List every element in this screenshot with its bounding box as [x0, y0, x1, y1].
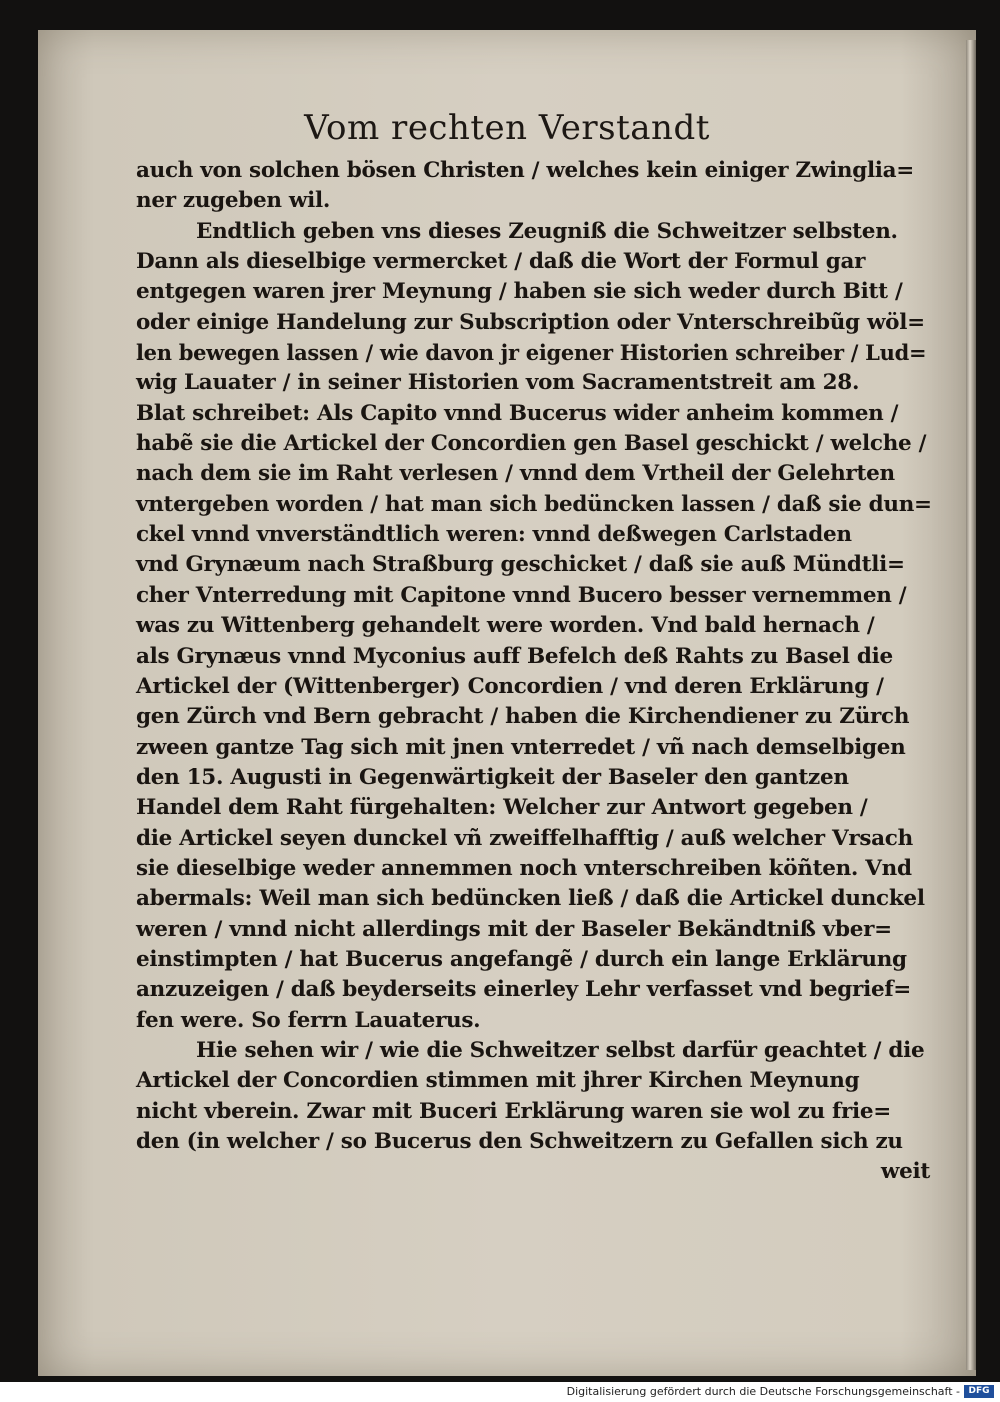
text-line: abermals: Weil man sich bedüncken ließ / daß die Artickel dunckel: [136, 886, 925, 912]
text-line: den (in welcher / so Bucerus den Schweitzern zu Gefallen sich zu: [136, 1129, 903, 1154]
text-line: habẽ sie die Artickel der Concordien gen Basel geschickt / welche /: [136, 431, 927, 457]
text-line: Artickel der (Wittenberger) Concordien / vnd deren Erklärung /: [136, 673, 884, 699]
text-line: nicht vberein. Zwar mit Buceri Erklärung waren sie wol zu frie=: [136, 1098, 891, 1124]
text-line: entgegen waren jrer Meynung / haben sie sich weder durch Bitt /: [136, 279, 903, 305]
text-line: zween gantze Tag sich mit jnen vnterredet / vñ nach demselbigen: [136, 734, 906, 760]
text-line: oder einige Handelung zur Subscription oder Vnterschreibũg wöl=: [136, 309, 925, 335]
text-line: fen were. So ferrn Lauaterus.: [136, 1007, 481, 1033]
text-line: ckel vnnd vnverständtlich weren: vnnd deßwegen Carlstaden: [136, 522, 852, 548]
footer-credit: Digitalisierung gefördert durch die Deutsche Forschungsgemeinschaft -: [566, 1385, 960, 1398]
footer-bar: [0, 1382, 1000, 1402]
text-line: einstimpten / hat Bucerus angefangẽ / durch ein lange Erklärung: [136, 946, 907, 972]
running-head: Vom rechten Verstandt: [304, 108, 710, 148]
text-line: cher Vnterredung mit Capitone vnnd Bucero besser vernemmen /: [136, 582, 907, 608]
text-line: anzuzeigen / daß beyderseits einerley Lehr verfasset vnd begrief=: [136, 977, 911, 1003]
text-line: wig Lauater / in seiner Historien vom Sacramentstreit am 28.: [136, 370, 860, 396]
text-line: die Artickel seyen dunckel vñ zweiffelhafftig / auß welcher Vrsach: [136, 825, 913, 851]
text-line: nach dem sie im Raht verlesen / vnnd dem Vrtheil der Gelehrten: [136, 461, 895, 487]
text-line: Blat schreibet: Als Capito vnnd Bucerus wider anheim kommen /: [136, 400, 899, 426]
text-line: weren / vnnd nicht allerdings mit der Baseler Bekändtniß vber=: [136, 916, 892, 942]
text-line: auch von solchen bösen Christen / welches kein einiger Zwinglia=: [136, 158, 915, 183]
text-line: len bewegen lassen / wie davon jr eigener Historien schreiber / Lud=: [136, 340, 927, 366]
text-line: sie dieselbige weder annemmen noch vnterschreiben köñten. Vnd: [136, 855, 912, 881]
text-line: als Grynæus vnnd Myconius auff Befelch deß Rahts zu Basel die: [136, 643, 893, 669]
text-line: Dann als dieselbige vermercket / daß die Wort der Formul gar: [136, 249, 866, 275]
text-line: den 15. Augusti in Gegenwärtigkeit der Baseler den gantzen: [136, 764, 849, 790]
text-line: was zu Wittenberg gehandelt were worden. Vnd bald hernach /: [136, 613, 875, 639]
dfg-logo-icon: DFG: [964, 1385, 994, 1398]
text-line: gen Zürch vnd Bern gebracht / haben die Kirchendiener zu Zürch: [136, 704, 910, 730]
text-line: weit: [880, 1159, 930, 1185]
page-edge: [966, 40, 976, 1370]
text-line: Handel dem Raht fürgehalten: Welcher zur Antwort gegeben /: [136, 795, 868, 821]
text-line: vnd Grynæum nach Straßburg geschicket / daß sie auß Mündtli=: [136, 552, 905, 578]
text-line: Hie sehen wir / wie die Schweitzer selbst darfür geachtet / die: [196, 1037, 925, 1063]
text-line: ner zugeben wil.: [136, 188, 331, 214]
text-line: Endtlich geben vns dieses Zeugniß die Schweitzer selbsten.: [196, 218, 898, 244]
page-text: [136, 156, 936, 1188]
text-line: Artickel der Concordien stimmen mit jhrer Kirchen Meynung: [136, 1068, 860, 1094]
text-line: vntergeben worden / hat man sich bedüncken lassen / daß sie dun=: [136, 491, 932, 517]
